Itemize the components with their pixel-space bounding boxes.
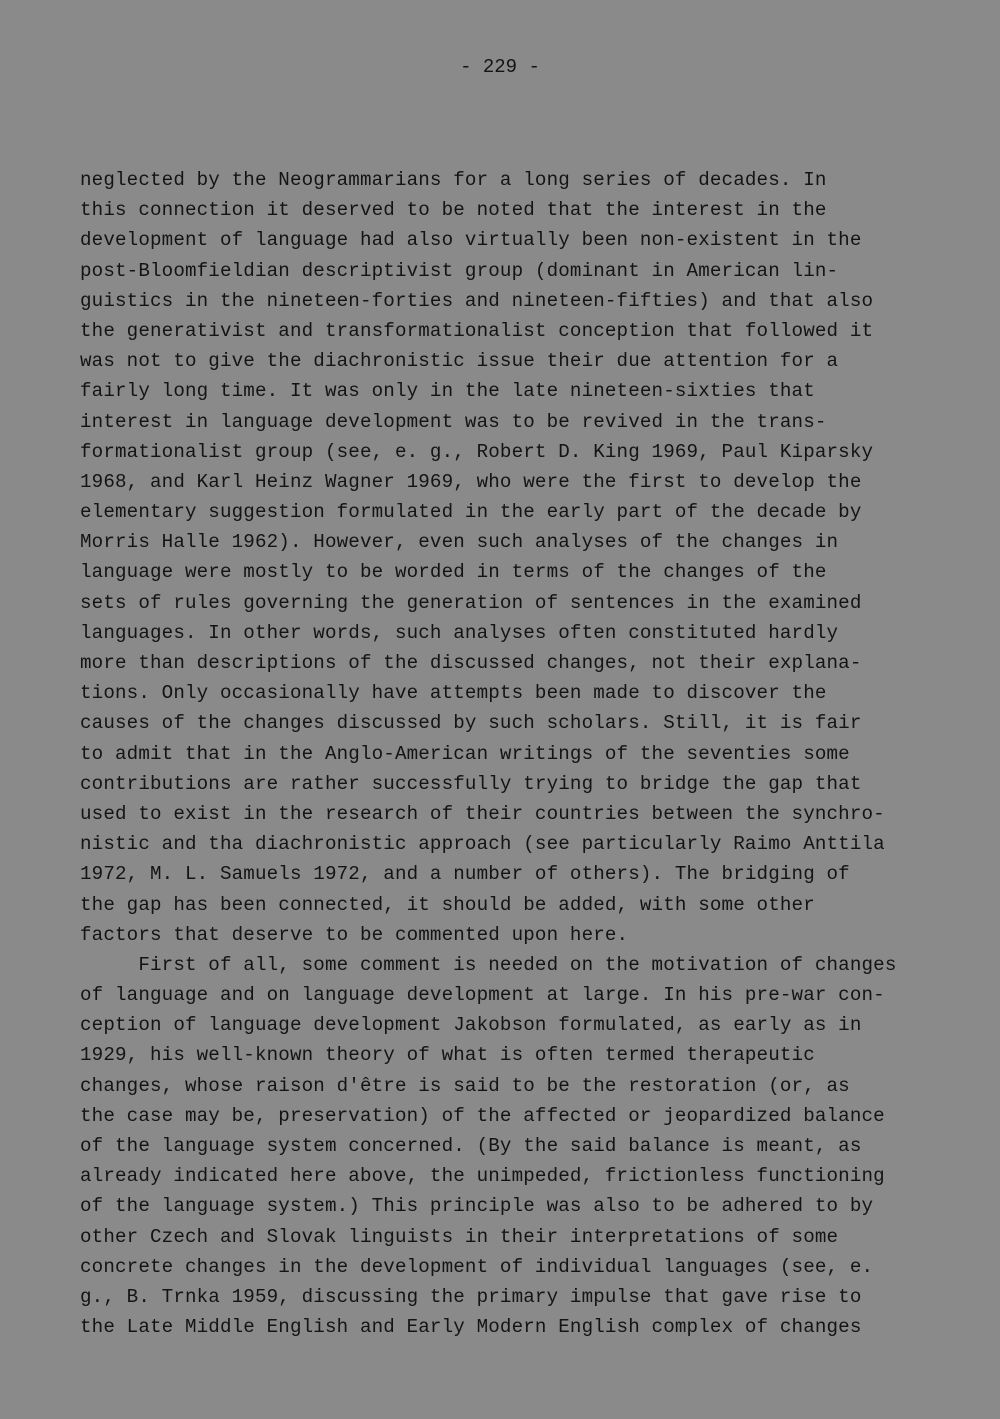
text-line: guistics in the nineteen-forties and nineteen-fifties) and that also — [80, 289, 874, 312]
text-line: fairly long time. It was only in the late nineteen-sixties that — [80, 380, 815, 403]
text-line: language were mostly to be worded in terms of the changes of the — [80, 561, 827, 584]
text-line: factors that deserve to be commented upon here. — [80, 923, 629, 946]
text-line: elementary suggestion formulated in the early part of the decade by — [80, 501, 862, 524]
text-line: interest in language development was to be revived in the trans- — [80, 410, 827, 433]
text-line: formationalist group (see, e. g., Robert D. King 1969, Paul Kiparsky — [80, 440, 874, 463]
text-line: more than descriptions of the discussed changes, not their explana- — [80, 652, 862, 674]
text-line: development of language had also virtually been non-existent in the — [80, 229, 862, 252]
text-line: 1929, his well-known theory of what is often termed therapeutic — [80, 1044, 815, 1067]
text-line: the generativist and transformationalist conception that followed it — [80, 319, 874, 342]
text-line: g., B. Trnka 1959, discussing the primary impulse that gave rise to — [80, 1285, 862, 1308]
text-line: 1972, M. L. Samuels 1972, and a number of others). The bridging of — [80, 863, 850, 886]
text-line: other Czech and Slovak linguists in their interpretations of some — [80, 1225, 839, 1248]
text-line: 1968, and Karl Heinz Wagner 1969, who were the first to develop the — [80, 470, 862, 493]
text-line: of the language system.) This principle was also to be adhered to by — [80, 1195, 874, 1218]
text-line: Morris Halle 1962). However, even such analyses of the changes in — [80, 531, 839, 554]
text-line: the case may be, preservation) of the affected or jeopardized balance — [80, 1104, 885, 1127]
text-line: of the language system concerned. (By the said balance is meant, as — [80, 1135, 862, 1157]
text-line: the Late Middle English and Early Modern English complex of changes — [80, 1316, 862, 1339]
page-number: - 229 - — [460, 56, 540, 78]
text-line: already indicated here above, the unimpeded, frictionless functioning — [80, 1165, 885, 1188]
text-line: concrete changes in the development of individual languages (see, e. — [80, 1255, 874, 1278]
text-line: ception of language development Jakobson formulated, as early as in — [80, 1014, 862, 1037]
text-line: to admit that in the Anglo-American writings of the seventies some — [80, 742, 850, 765]
text-line: nistic and tha diachronistic approach (see particularly Raimo Anttila — [80, 833, 885, 856]
text-line: of language and on language development at large. In his pre-war con- — [80, 984, 885, 1007]
body-text — [80, 165, 940, 1342]
text-line: sets of rules governing the generation of sentences in the examined — [80, 591, 862, 614]
text-line: languages. In other words, such analyses often constituted hardly — [80, 621, 839, 644]
text-line: the gap has been connected, it should be added, with some other — [80, 893, 815, 916]
text-line: was not to give the diachronistic issue their due attention for a — [80, 350, 839, 373]
text-line: changes, whose raison d'être is said to be the restoration (or, as — [80, 1074, 850, 1097]
text-line: contributions are rather successfully trying to bridge the gap that — [80, 772, 862, 795]
text-line: tions. Only occasionally have attempts been made to discover the — [80, 682, 827, 705]
text-line: this connection it deserved to be noted that the interest in the — [80, 199, 827, 222]
text-line: causes of the changes discussed by such scholars. Still, it is fair — [80, 712, 862, 735]
text-line: neglected by the Neogrammarians for a long series of decades. In — [80, 169, 827, 191]
text-line: First of all, some comment is needed on the motivation of changes — [80, 953, 897, 976]
text-line: used to exist in the research of their countries between the synchro- — [80, 802, 885, 825]
text-line: post-Bloomfieldian descriptivist group (dominant in American lin- — [80, 259, 839, 282]
